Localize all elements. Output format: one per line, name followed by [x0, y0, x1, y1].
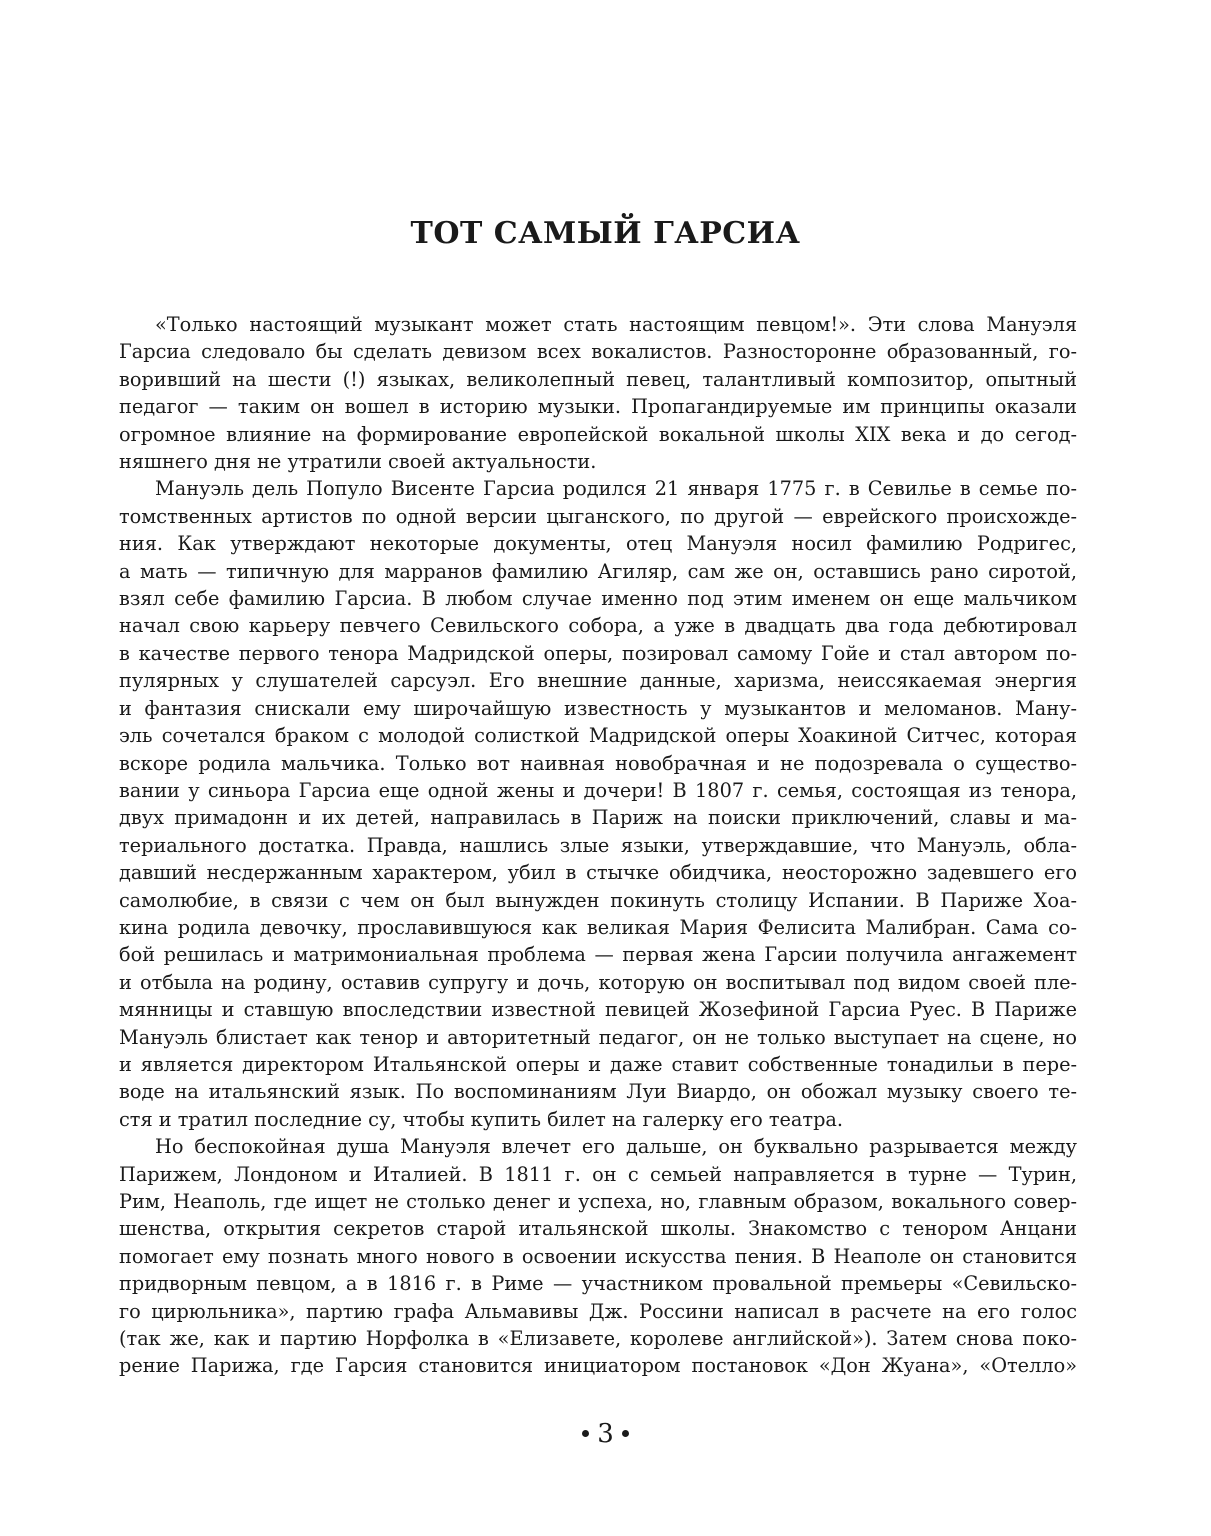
- text-line: вании у синьора Гарсиа еще одной жены и дочери! В 1807 г. семья, состоящая из тенора,: [119, 778, 1077, 802]
- text-line: и фантазия снискали ему широчайшую известность у музыкантов и меломанов. Ману-: [119, 696, 1077, 720]
- text-line: томственных артистов по одной версии цыганского, по другой — еврейского происхожде-: [119, 504, 1077, 528]
- text-line: придворным певцом, а в 1816 г. в Риме — участником провальной премьеры «Севильско-: [119, 1272, 1077, 1296]
- text-line: (так же, как и партию Норфолка в «Елизавете, королеве английской»). Затем снова поко-: [119, 1327, 1077, 1351]
- text-line: эль сочетался браком с молодой солисткой Мадридской оперы Хоакиной Ситчес, которая: [119, 724, 1077, 748]
- text-line: териального достатка. Правда, нашлись злые языки, утверждавшие, что Мануэль, обла-: [119, 833, 1077, 857]
- text-line: няшнего дня не утратили своей актуальности.: [119, 450, 597, 474]
- bullet-left-icon: [582, 1430, 589, 1437]
- text-line: давший несдержанным характером, убил в стычке обидчика, неосторожно задевшего его: [119, 861, 1077, 885]
- text-line: педагог — таким он вошел в историю музыки. Пропагандируемые им принципы оказали: [119, 395, 1077, 419]
- page-footer: [0, 1414, 1211, 1454]
- text-line: пулярных у слушателей сарсуэл. Его внешние данные, харизма, неиссякаемая энергия: [119, 669, 1077, 693]
- paragraph: [119, 475, 1077, 1133]
- text-line: шенства, открытия секретов старой итальянской школы. Знакомство с тенором Анцани: [119, 1217, 1077, 1241]
- text-line: го цирюльника», партию графа Альмавивы Дж. Россини написал в расчете на его голос: [119, 1299, 1077, 1323]
- text-line: двух примадонн и их детей, направилась в Париж на поиски приключений, славы и ма-: [119, 806, 1077, 830]
- text-line: ния. Как утверждают некоторые документы, отец Мануэля носил фамилию Родригес,: [119, 532, 1077, 556]
- text-line: Мануэль дель Популо Висенте Гарсиа родился 21 января 1775 г. в Севилье в семье по-: [155, 477, 1077, 501]
- page-number: 3: [597, 1419, 614, 1449]
- text-line: взял себе фамилию Гарсиа. В любом случае именно под этим именем он еще мальчиком: [119, 587, 1077, 611]
- text-line: вскоре родила мальчика. Только вот наивная новобрачная и не подозревала о существо-: [119, 751, 1077, 775]
- text-line: воривший на шести (!) языках, великолепный певец, талантливый композитор, опытный: [119, 367, 1077, 391]
- text-line: «Только настоящий музыкант может стать настоящим певцом!». Эти слова Мануэля: [155, 313, 1077, 336]
- text-line: мянницы и ставшую впоследствии известной певицей Жозефиной Гарсиа Руес. В Париже: [119, 998, 1077, 1022]
- text-line: Мануэль блистает как тенор и авторитетный педагог, он не только выступает на сцене, но: [119, 1025, 1077, 1049]
- text-line: Парижем, Лондоном и Италией. В 1811 г. он с семьей направляется в турне — Турин,: [119, 1162, 1077, 1186]
- text-line: кина родила девочку, прославившуюся как великая Мария Фелисита Малибран. Сама со-: [119, 915, 1077, 939]
- text-line: самолюбие, в связи с чем он был вынужден покинуть столицу Испании. В Париже Хоа-: [119, 888, 1077, 912]
- text-line: рение Парижа, где Гарсия становится инициатором постановок «Дон Жуана», «Отелло»: [119, 1354, 1077, 1378]
- body-text: [119, 311, 1077, 1380]
- text-line: огромное влияние на формирование европейской вокальной школы XIX века и до сегод-: [119, 422, 1077, 446]
- text-line: начал свою карьеру певчего Севильского собора, а уже в двадцать два года дебютировал: [119, 614, 1077, 638]
- text-line: и является директором Итальянской оперы и даже ставит собственные тонадильи в пере-: [119, 1052, 1077, 1076]
- text-line: Рим, Неаполь, где ищет не столько денег и успеха, но, главным образом, вокального совер-: [119, 1190, 1077, 1213]
- text-line: Гарсиа следовало бы сделать девизом всех вокалистов. Разносторонне образованный, го-: [119, 340, 1077, 364]
- paragraph: [119, 1133, 1077, 1380]
- text-line: стя и тратил последние су, чтобы купить билет на галерку его театра.: [119, 1107, 844, 1131]
- text-line: в качестве первого тенора Мадридской оперы, позировал самому Гойе и стал автором по-: [119, 641, 1077, 665]
- text-line: бой решилась и матримониальная проблема — первая жена Гарсии получила ангажемент: [119, 943, 1077, 967]
- text-line: помогает ему познать много нового в освоении искусства пения. В Неаполе он становится: [119, 1244, 1077, 1268]
- paragraph: [119, 311, 1077, 475]
- text-line: а мать — типичную для марранов фамилию Агиляр, сам же он, оставшись рано сиротой,: [119, 559, 1077, 583]
- text-line: Но беспокойная душа Мануэля влечет его дальше, он буквально разрывается между: [155, 1135, 1077, 1159]
- text-line: воде на итальянский язык. По воспоминаниям Луи Виардо, он обожал музыку своего те-: [119, 1080, 1077, 1104]
- bullet-right-icon: [622, 1430, 629, 1437]
- text-line: и отбыла на родину, оставив супругу и дочь, которую он воспитывал под видом своей пле-: [119, 970, 1077, 994]
- chapter-title: ТОТ САМЫЙ ГАРСИА: [410, 216, 801, 251]
